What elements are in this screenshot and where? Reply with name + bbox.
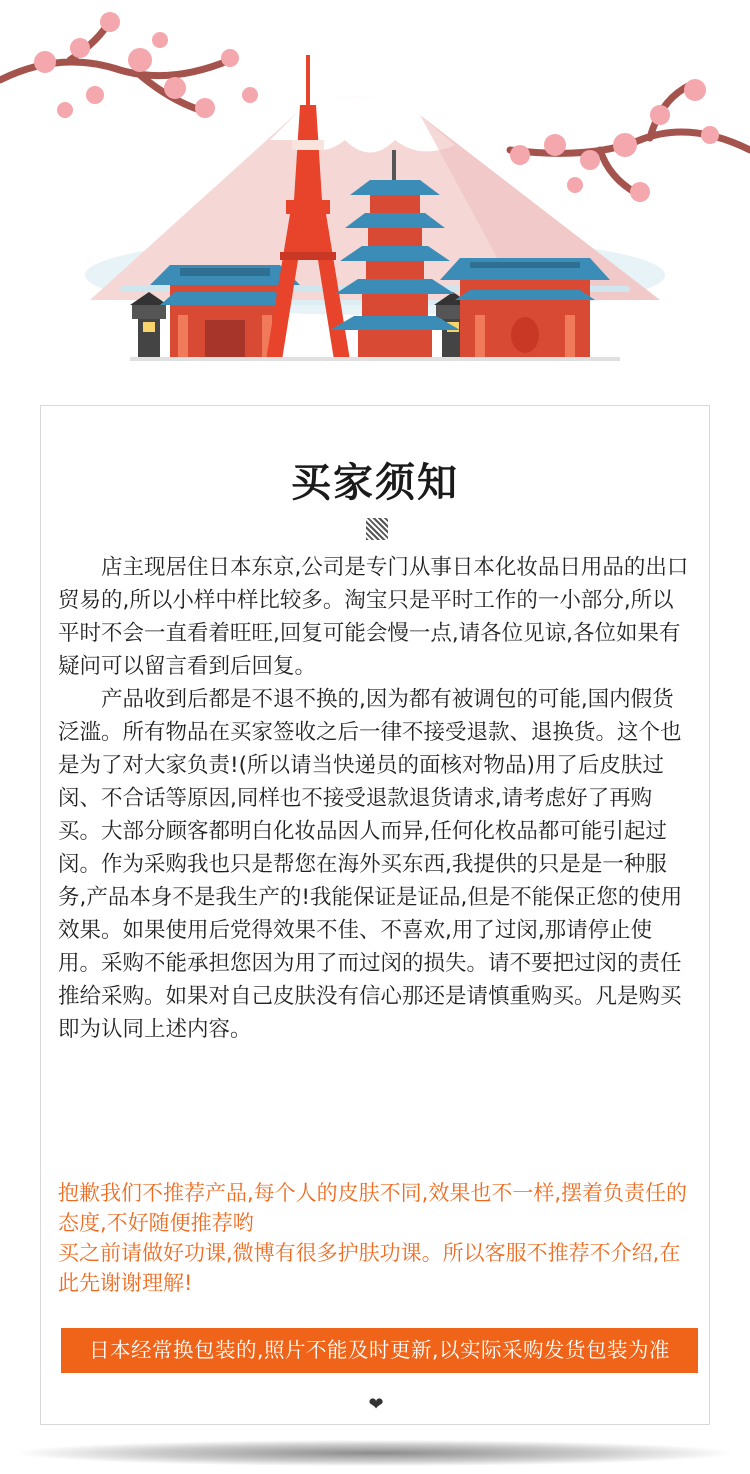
heart-icon: ❤ [368, 1394, 384, 1415]
orange-notice [58, 1178, 698, 1298]
ground-line [130, 357, 620, 361]
paragraph-return-policy: 产品收到后都是不退不换的,因为都有被调包的可能,国内假货泛滥。所有物品在买家签收之后一律不接受退款、退换货。这个也是为了对大家负责!(所以请当快递员的面核对物品)用了后皮肤过闵、不合话等原因,同样也不接受退款退货请求,请考虑好了再购买。大部分顾客都明白化妆品因人而异,任何化枚品都可能引起过闵。作为采购我也只是帮您在海外买东西,我提供的只是是一种服务,产品本身不是我生产的!我能保证是证品,但是不能保正您的使用效果。如果使用后党得效果不佳、不喜欢,用了过闵,那请停止使用。采购不能承担您因为用了而过闵的损失。请不要把过闵的责任推给采购。如果对自己皮肤没有信心那还是请慎重购买。凡是购买即为认同上述内容。 [58, 687, 683, 1042]
notice-line: 抱歉我们不推荐产品,每个人的皮肤不同,效果也不一样,摆着负责任的态度,不好随便推荐哟 [58, 1181, 688, 1235]
notice-body [58, 551, 694, 1046]
hatched-square-icon [366, 518, 388, 540]
buyer-notice-card [40, 405, 710, 1425]
notice-line: 买之前请做好功课,微博有很多护肤功课。所以客服不推荐不介绍,在此先谢谢理解! [58, 1241, 681, 1295]
page-title: 买家须知 [291, 460, 459, 506]
paragraph-store-intro: 店主现居住日本东京,公司是专门从事日本化妆品日用品的出口贸易的,所以小样中样比较多。淘宝只是平时工作的一小部分,所以平时不会一直看着旺旺,回复可能会慢一点,请各位见谅,各位如果有疑问可以留言看到后回复。 [58, 555, 689, 679]
right-sakura-blossoms [510, 79, 719, 202]
packaging-banner: 日本经常换包装的,照片不能及时更新,以实际采购发货包装为准 [61, 1328, 698, 1373]
right-shrine [440, 258, 610, 360]
left-stone-lantern [130, 292, 168, 358]
hero-illustration [0, 0, 750, 370]
card-shadow [20, 1440, 730, 1466]
